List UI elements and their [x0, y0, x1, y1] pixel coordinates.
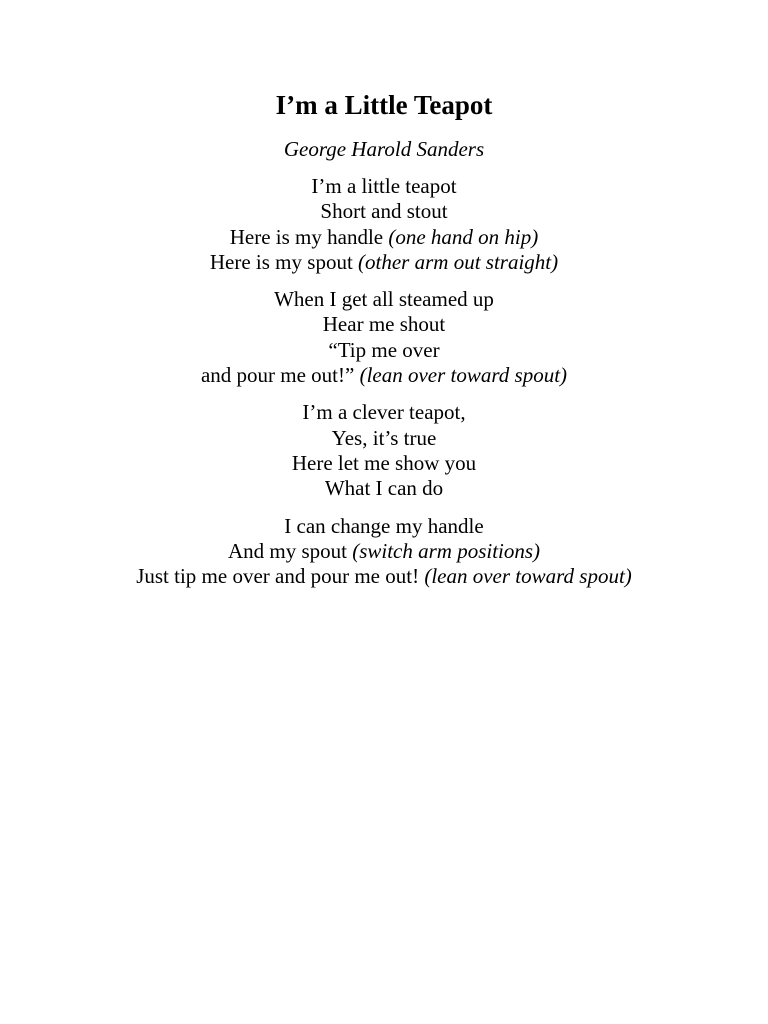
- verse-line: [0, 514, 768, 539]
- stanza-1: [0, 174, 768, 275]
- verse-line: [0, 363, 768, 388]
- line-text: What I can do: [324, 476, 444, 501]
- line-text: When I get all steamed up: [274, 287, 494, 312]
- line-text: Hear me shout: [322, 312, 446, 337]
- verse-line: [0, 564, 768, 589]
- verse-line: [0, 539, 768, 564]
- line-text: And my spout: [227, 538, 353, 563]
- verse-line: [0, 312, 768, 337]
- line-text: Here let me show you: [291, 450, 477, 475]
- verse-line: [0, 250, 768, 275]
- line-text: “Tip me over: [328, 337, 440, 362]
- stage-direction: (lean over toward spout): [424, 564, 632, 589]
- stage-direction: (other arm out straight): [358, 249, 559, 274]
- verse-line: [0, 287, 768, 312]
- document-title: I’m a Little Teapot: [275, 90, 493, 120]
- verse-line: [0, 426, 768, 451]
- verse-line: [0, 199, 768, 224]
- stage-direction: (lean over toward spout): [359, 363, 568, 388]
- stanza-3: [0, 400, 768, 501]
- line-text: Yes, it’s true: [331, 425, 437, 450]
- line-text: Just tip me over and pour me out!: [136, 564, 425, 589]
- stage-direction: (one hand on hip): [388, 224, 539, 249]
- stanza-2: [0, 287, 768, 388]
- verse-line: [0, 400, 768, 425]
- verse-line: [0, 225, 768, 250]
- verse-line: [0, 338, 768, 363]
- line-text: I’m a clever teapot,: [302, 400, 466, 425]
- line-text: I can change my handle: [284, 513, 484, 538]
- line-text: Here is my handle: [229, 224, 389, 249]
- line-text: Here is my spout: [209, 249, 359, 274]
- verse-line: [0, 476, 768, 501]
- line-text: I’m a little teapot: [311, 174, 457, 198]
- stanza-4: [0, 514, 768, 590]
- line-text: Short and stout: [320, 199, 448, 224]
- line-text: and pour me out!”: [200, 363, 360, 388]
- verse-line: [0, 451, 768, 476]
- author-name: George Harold Sanders: [283, 137, 485, 161]
- stage-direction: (switch arm positions): [352, 538, 541, 563]
- verse-line: [0, 174, 768, 199]
